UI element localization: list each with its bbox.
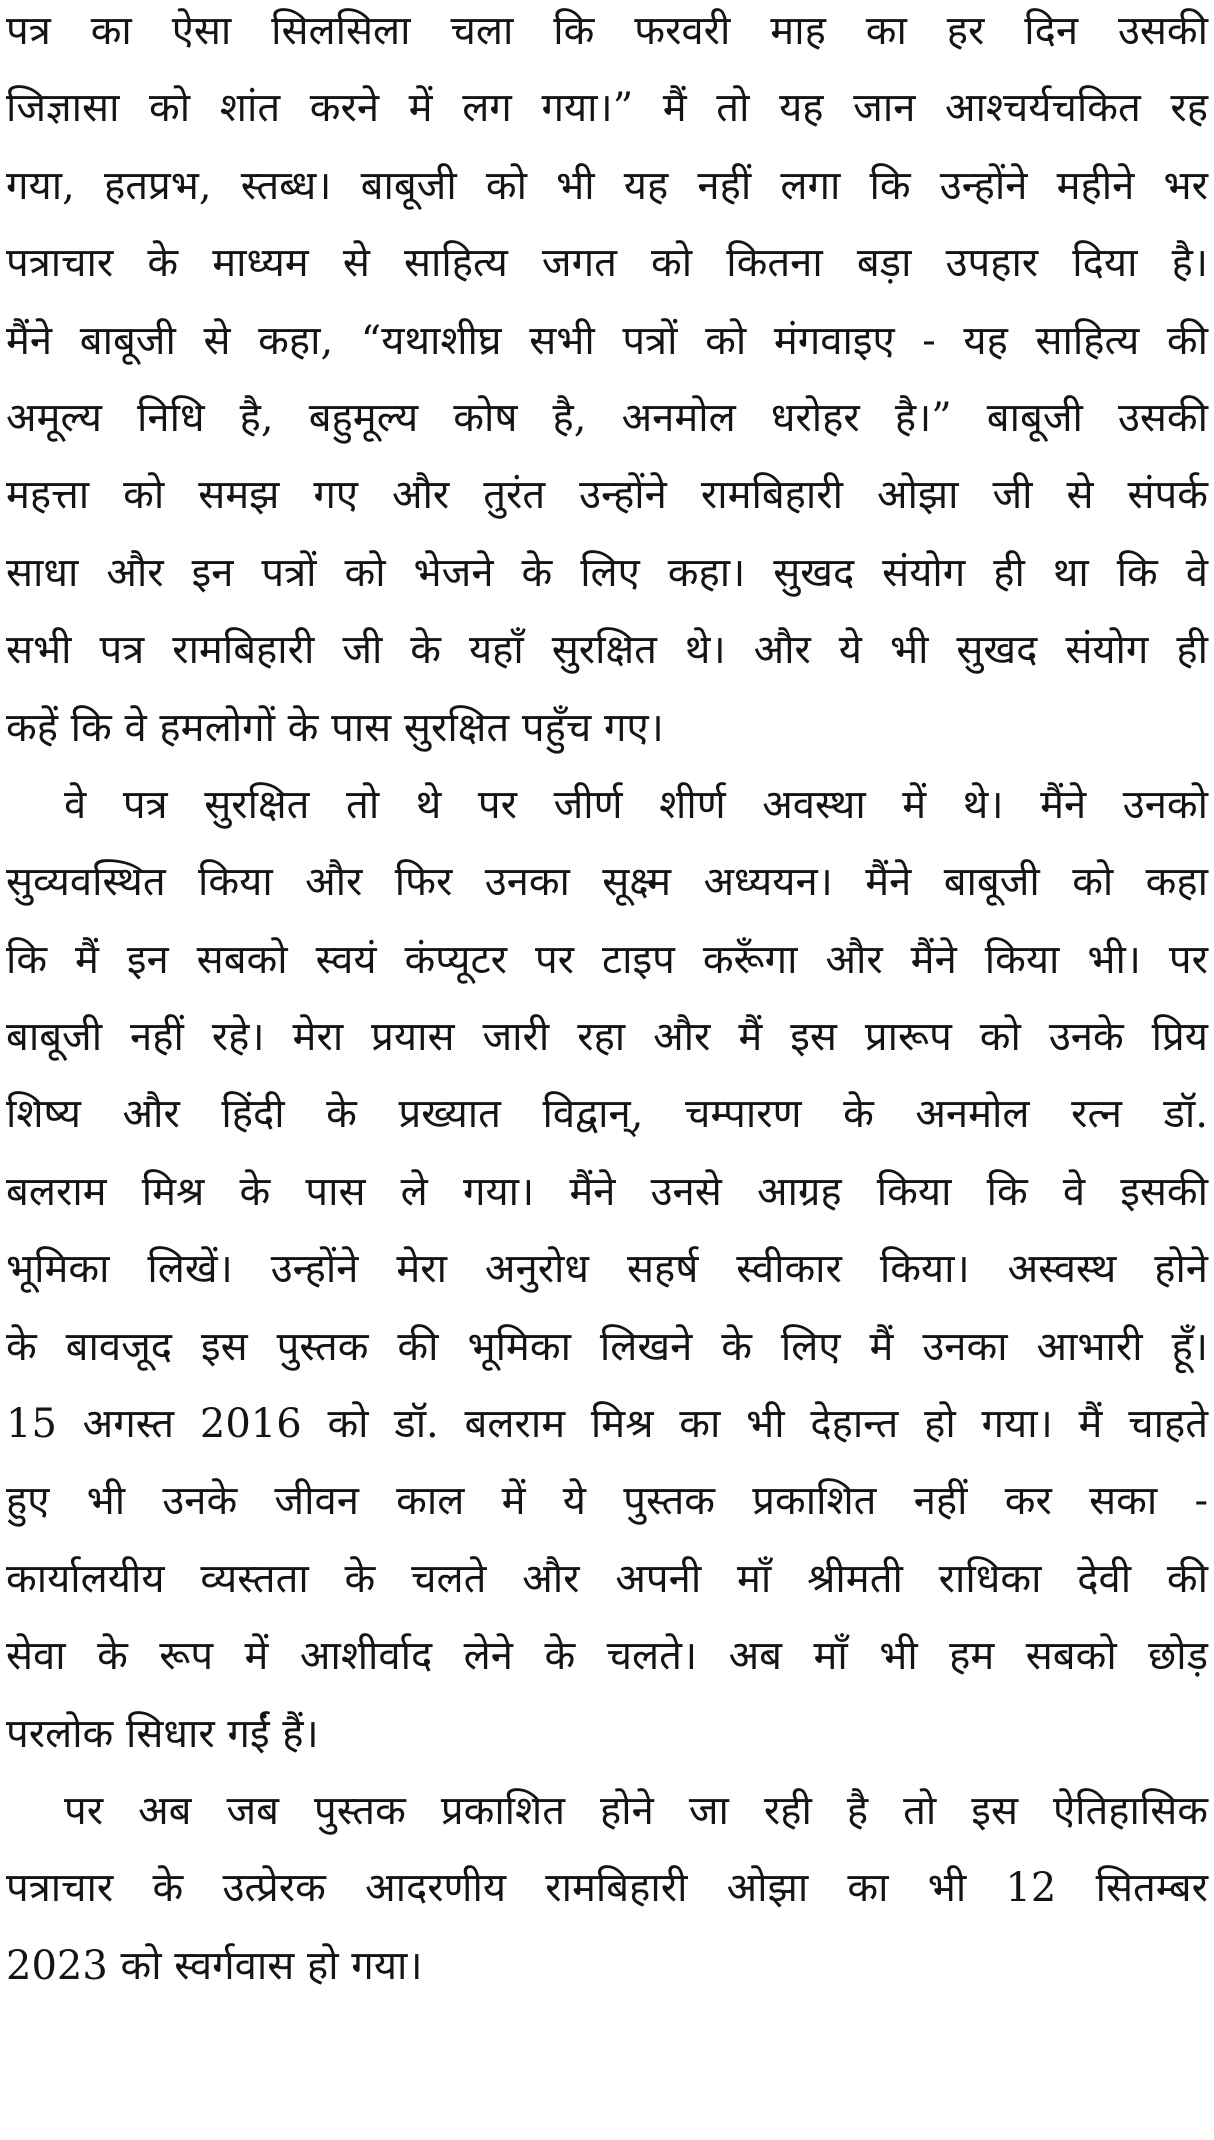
text-line: जिज्ञासा को शांत करने में लग गया।” मैं तो यह जान आश्चर्यचकित रह: [6, 85, 1208, 132]
text-line: सेवा के रूप में आशीर्वाद लेने के चलते। अब माँ भी हम सबको छोड़: [6, 1633, 1208, 1680]
text-line: अमूल्य निधि है, बहुमूल्य कोष है, अनमोल धरोहर है।” बाबूजी उसकी: [6, 394, 1208, 441]
text-line: कि मैं इन सबको स्वयं कंप्यूटर पर टाइप करूँगा और मैंने किया भी। पर: [6, 936, 1208, 983]
text-line: कहें कि वे हमलोगों के पास सुरक्षित पहुँच गए।: [6, 704, 664, 751]
text-line: के बावजूद इस पुस्तक की भूमिका लिखने के लिए मैं उनका आभारी हूँ।: [6, 1323, 1208, 1370]
text-line: भूमिका लिखें। उन्होंने मेरा अनुरोध सहर्ष स्वीकार किया। अस्वस्थ होने: [6, 1246, 1208, 1293]
text-line: पत्र का ऐसा सिलसिला चला कि फरवरी माह का हर दिन उसकी: [6, 8, 1208, 54]
text-line: बाबूजी नहीं रहे। मेरा प्रयास जारी रहा और मैं इस प्रारूप को उनके प्रिय: [6, 1014, 1208, 1061]
paragraph-first-line: वे पत्र सुरक्षित तो थे पर जीर्ण शीर्ण अवस्था में थे। मैंने उनको: [64, 781, 1208, 828]
text-line: मैंने बाबूजी से कहा, “यथाशीघ्र सभी पत्रों को मंगवाइए - यह साहित्य की: [6, 317, 1208, 364]
text-line: पत्राचार के माध्यम से साहित्य जगत को कितना बड़ा उपहार दिया है।: [6, 240, 1208, 287]
text-line: परलोक सिधार गईं हैं।: [6, 1710, 319, 1757]
text-line: गया, हतप्रभ, स्तब्ध। बाबूजी को भी यह नहीं लगा कि उन्होंने महीने भर: [6, 162, 1208, 209]
text-line: कार्यालयीय व्यस्तता के चलते और अपनी माँ श्रीमती राधिका देवी की: [6, 1555, 1208, 1602]
text-line: महत्ता को समझ गए और तुरंत उन्होंने रामबिहारी ओझा जी से संपर्क: [6, 472, 1208, 519]
text-line: सभी पत्र रामबिहारी जी के यहाँ सुरक्षित थे। और ये भी सुखद संयोग ही: [6, 627, 1208, 674]
document-page: [6, 0, 1208, 2012]
paragraph-first-line: पर अब जब पुस्तक प्रकाशित होने जा रही है तो इस ऐतिहासिक: [64, 1787, 1208, 1834]
text-line: बलराम मिश्र के पास ले गया। मैंने उनसे आग्रह किया कि वे इसकी: [6, 1168, 1208, 1215]
text-line: शिष्य और हिंदी के प्रख्यात विद्वान्, चम्पारण के अनमोल रत्न डॉ.: [6, 1091, 1208, 1138]
text-line: साधा और इन पत्रों को भेजने के लिए कहा। सुखद संयोग ही था कि वे: [6, 549, 1208, 596]
text-line: हुए भी उनके जीवन काल में ये पुस्तक प्रकाशित नहीं कर सका -: [6, 1478, 1208, 1525]
text-line: सुव्यवस्थित किया और फिर उनका सूक्ष्म अध्ययन। मैंने बाबूजी को कहा: [6, 859, 1208, 906]
text-line: 15 अगस्त 2016 को डॉ. बलराम मिश्र का भी देहान्त हो गया। मैं चाहते: [6, 1401, 1208, 1448]
text-line: 2023 को स्वर्गवास हो गया।: [6, 1942, 423, 1989]
text-line: पत्राचार के उत्प्रेरक आदरणीय रामबिहारी ओझा का भी 12 सितम्बर: [6, 1865, 1208, 1912]
